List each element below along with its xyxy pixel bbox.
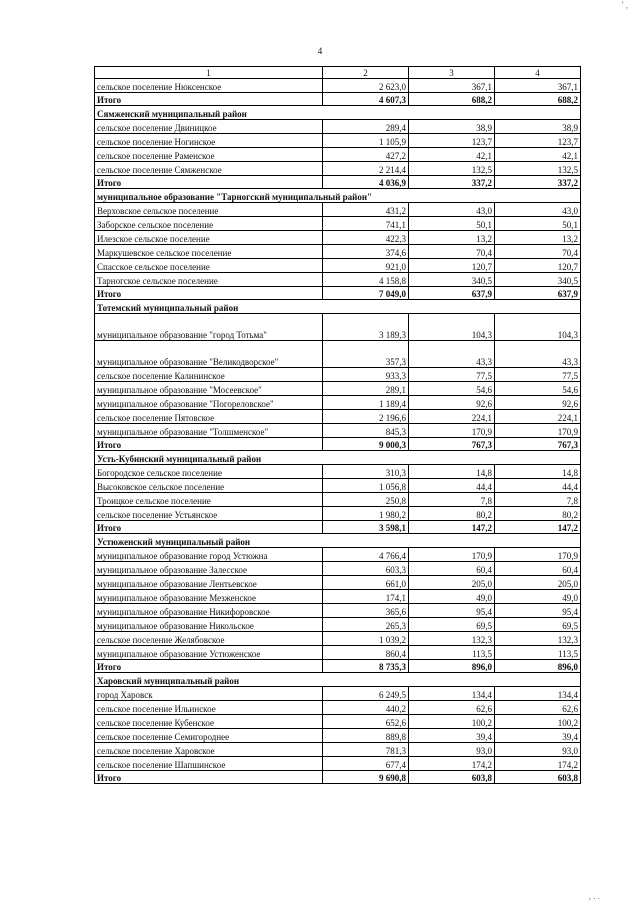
value-col3-cell: 113,5: [409, 646, 495, 660]
section-title: Харовский муниципальный район: [95, 673, 581, 687]
value-col2-cell: 422,3: [323, 231, 409, 245]
value-col4-cell: 77,5: [495, 368, 581, 382]
settlement-name-cell: сельское поселение Устьянское: [95, 507, 323, 521]
table-row: [95, 493, 581, 507]
total-row: [95, 287, 581, 300]
table-row: [95, 148, 581, 162]
table-row: [95, 217, 581, 231]
corner-mark-bottom: , . .: [588, 891, 600, 901]
table-row: [95, 715, 581, 729]
total-row: [95, 176, 581, 189]
value-col2-cell: 4 607,3: [323, 93, 409, 106]
value-col3-cell: 93,0: [409, 743, 495, 757]
value-col3-cell: 170,9: [409, 424, 495, 438]
value-col2-cell: 365,6: [323, 604, 409, 618]
value-col2-cell: 427,2: [323, 148, 409, 162]
value-col2-cell: 845,3: [323, 424, 409, 438]
value-col4-cell: 147,2: [495, 521, 581, 534]
value-col4-cell: 170,9: [495, 424, 581, 438]
settlement-name-cell: сельское поселение Шапшинское: [95, 757, 323, 771]
settlement-name-cell: Богородское сельское поселение: [95, 465, 323, 479]
settlement-name-cell: муниципальное образование Мезженское: [95, 590, 323, 604]
table-header-row: [95, 67, 581, 79]
settlement-name-cell: сельское поселение Пятовское: [95, 410, 323, 424]
value-col4-cell: 80,2: [495, 507, 581, 521]
settlement-name-cell: муниципальное образование Устюженское: [95, 646, 323, 660]
table-row: [95, 79, 581, 93]
value-col4-cell: 174,2: [495, 757, 581, 771]
section-title: Сямженский муниципальный район: [95, 106, 581, 120]
total-row: [95, 660, 581, 673]
table-row: [95, 632, 581, 646]
value-col3-cell: 637,9: [409, 287, 495, 300]
settlement-name-cell: Итого: [95, 771, 323, 784]
value-col4-cell: 100,2: [495, 715, 581, 729]
settlement-name-cell: Троицкое сельское поселение: [95, 493, 323, 507]
settlement-name-cell: муниципальное образование "город Тотьма": [95, 314, 323, 341]
settlement-name-cell: сельское поселение Калининское: [95, 368, 323, 382]
value-col4-cell: 49,0: [495, 590, 581, 604]
value-col2-cell: 741,1: [323, 217, 409, 231]
total-row: [95, 93, 581, 106]
settlement-name-cell: муниципальное образование Никифоровское: [95, 604, 323, 618]
total-row: [95, 521, 581, 534]
value-col3-cell: 104,3: [409, 314, 495, 341]
section-header-row: [95, 189, 581, 203]
column-header: 1: [95, 67, 323, 79]
value-col2-cell: 374,6: [323, 245, 409, 259]
settlement-name-cell: муниципальное образование Лентьевское: [95, 576, 323, 590]
settlement-name-cell: муниципальное образование "Погореловское": [95, 396, 323, 410]
value-col2-cell: 431,2: [323, 203, 409, 217]
table-row: [95, 162, 581, 176]
value-col2-cell: 7 049,0: [323, 287, 409, 300]
settlement-name-cell: муниципальное образование город Устюжна: [95, 548, 323, 562]
value-col3-cell: 80,2: [409, 507, 495, 521]
value-col4-cell: 7,8: [495, 493, 581, 507]
value-col4-cell: 637,9: [495, 287, 581, 300]
value-col3-cell: 767,3: [409, 438, 495, 451]
value-col3-cell: 49,0: [409, 590, 495, 604]
value-col4-cell: 603,8: [495, 771, 581, 784]
value-col2-cell: 357,3: [323, 341, 409, 368]
value-col2-cell: 2 196,6: [323, 410, 409, 424]
table-row: [95, 604, 581, 618]
settlement-name-cell: Итого: [95, 521, 323, 534]
settlement-name-cell: муниципальное образование "Мосеевское": [95, 382, 323, 396]
table-row: [95, 273, 581, 287]
section-title: Устюженский муниципальный район: [95, 534, 581, 548]
value-col3-cell: 147,2: [409, 521, 495, 534]
value-col3-cell: 132,3: [409, 632, 495, 646]
value-col2-cell: 889,8: [323, 729, 409, 743]
section-title: муниципальное образование "Тарногский муниципальный район": [95, 189, 581, 203]
value-col3-cell: 340,5: [409, 273, 495, 287]
value-col4-cell: 224,1: [495, 410, 581, 424]
settlement-name-cell: сельское поселение Раменское: [95, 148, 323, 162]
value-col3-cell: 174,2: [409, 757, 495, 771]
value-col2-cell: 4 036,9: [323, 176, 409, 189]
value-col4-cell: 43,3: [495, 341, 581, 368]
settlement-name-cell: сельское поселение Семигороднее: [95, 729, 323, 743]
value-col2-cell: 3 598,1: [323, 521, 409, 534]
value-col3-cell: 54,6: [409, 382, 495, 396]
value-col3-cell: 337,2: [409, 176, 495, 189]
settlement-name-cell: сельское поселение Сямженское: [95, 162, 323, 176]
table-row: [95, 424, 581, 438]
value-col3-cell: 77,5: [409, 368, 495, 382]
table-row: [95, 314, 581, 341]
value-col2-cell: 8 735,3: [323, 660, 409, 673]
value-col4-cell: 132,3: [495, 632, 581, 646]
total-row: [95, 438, 581, 451]
table-row: [95, 507, 581, 521]
value-col3-cell: 170,9: [409, 548, 495, 562]
value-col4-cell: 337,2: [495, 176, 581, 189]
value-col3-cell: 43,3: [409, 341, 495, 368]
value-col3-cell: 7,8: [409, 493, 495, 507]
value-col2-cell: 2 623,0: [323, 79, 409, 93]
section-title: Тотемский муниципальный район: [95, 300, 581, 314]
table-row: [95, 410, 581, 424]
settlement-name-cell: муниципальное образование "Толшменское": [95, 424, 323, 438]
value-col4-cell: 134,4: [495, 687, 581, 701]
settlement-name-cell: Итого: [95, 176, 323, 189]
value-col4-cell: 170,9: [495, 548, 581, 562]
value-col2-cell: 1 105,9: [323, 134, 409, 148]
value-col4-cell: 44,4: [495, 479, 581, 493]
value-col3-cell: 100,2: [409, 715, 495, 729]
value-col4-cell: 120,7: [495, 259, 581, 273]
settlement-name-cell: Итого: [95, 93, 323, 106]
table-row: [95, 646, 581, 660]
settlement-name-cell: Спасское сельское поселение: [95, 259, 323, 273]
value-col2-cell: 6 249,5: [323, 687, 409, 701]
settlement-name-cell: Заборское сельское поселение: [95, 217, 323, 231]
settlement-name-cell: сельское поселение Кубенское: [95, 715, 323, 729]
value-col4-cell: 13,2: [495, 231, 581, 245]
settlement-name-cell: муниципальное образование Залесское: [95, 562, 323, 576]
column-header: 3: [409, 67, 495, 79]
settlement-name-cell: сельское поселение Двиницкое: [95, 120, 323, 134]
table-row: [95, 687, 581, 701]
value-col3-cell: 896,0: [409, 660, 495, 673]
value-col3-cell: 134,4: [409, 687, 495, 701]
value-col2-cell: 652,6: [323, 715, 409, 729]
settlement-name-cell: город Харовск: [95, 687, 323, 701]
value-col2-cell: 174,1: [323, 590, 409, 604]
value-col3-cell: 603,8: [409, 771, 495, 784]
value-col3-cell: 224,1: [409, 410, 495, 424]
table-row: [95, 618, 581, 632]
value-col3-cell: 688,2: [409, 93, 495, 106]
corner-mark-top: ' ,: [621, 0, 628, 10]
value-col2-cell: 440,2: [323, 701, 409, 715]
value-col2-cell: 933,3: [323, 368, 409, 382]
settlement-name-cell: Итого: [95, 287, 323, 300]
value-col2-cell: 250,8: [323, 493, 409, 507]
value-col4-cell: 50,1: [495, 217, 581, 231]
page-number: 4: [317, 46, 323, 56]
value-col2-cell: 4 766,4: [323, 548, 409, 562]
settlement-name-cell: сельское поселение Ногинское: [95, 134, 323, 148]
settlement-name-cell: Тарногское сельское поселение: [95, 273, 323, 287]
value-col4-cell: 14,8: [495, 465, 581, 479]
value-col4-cell: 205,0: [495, 576, 581, 590]
settlement-name-cell: Верховское сельское поселение: [95, 203, 323, 217]
settlement-name-cell: муниципальное образование Никольское: [95, 618, 323, 632]
value-col4-cell: 92,6: [495, 396, 581, 410]
value-col3-cell: 95,4: [409, 604, 495, 618]
table-row: [95, 701, 581, 715]
settlement-name-cell: Маркушевское сельское поселение: [95, 245, 323, 259]
value-col2-cell: 289,1: [323, 382, 409, 396]
table-row: [95, 562, 581, 576]
section-header-row: [95, 534, 581, 548]
settlement-name-cell: муниципальное образование "Великодворское": [95, 341, 323, 368]
value-col2-cell: 9 000,3: [323, 438, 409, 451]
value-col2-cell: 310,3: [323, 465, 409, 479]
settlement-name-cell: Высоковское сельское поселение: [95, 479, 323, 493]
value-col4-cell: 896,0: [495, 660, 581, 673]
value-col3-cell: 42,1: [409, 148, 495, 162]
value-col4-cell: 93,0: [495, 743, 581, 757]
value-col3-cell: 44,4: [409, 479, 495, 493]
table-row: [95, 203, 581, 217]
value-col4-cell: 113,5: [495, 646, 581, 660]
settlement-name-cell: Итого: [95, 660, 323, 673]
table-row: [95, 548, 581, 562]
value-col2-cell: 289,4: [323, 120, 409, 134]
value-col4-cell: 340,5: [495, 273, 581, 287]
value-col3-cell: 205,0: [409, 576, 495, 590]
value-col3-cell: 92,6: [409, 396, 495, 410]
value-col2-cell: 9 690,8: [323, 771, 409, 784]
table-row: [95, 382, 581, 396]
value-col4-cell: 95,4: [495, 604, 581, 618]
section-header-row: [95, 300, 581, 314]
value-col3-cell: 43,0: [409, 203, 495, 217]
section-header-row: [95, 451, 581, 465]
value-col3-cell: 132,5: [409, 162, 495, 176]
value-col3-cell: 70,4: [409, 245, 495, 259]
table-row: [95, 259, 581, 273]
table-row: [95, 231, 581, 245]
value-col2-cell: 1 189,4: [323, 396, 409, 410]
value-col4-cell: 104,3: [495, 314, 581, 341]
table-row: [95, 479, 581, 493]
table-row: [95, 576, 581, 590]
settlement-name-cell: сельское поселение Нюксенское: [95, 79, 323, 93]
value-col4-cell: 70,4: [495, 245, 581, 259]
settlement-name-cell: Итого: [95, 438, 323, 451]
table-row: [95, 757, 581, 771]
value-col2-cell: 1 056,8: [323, 479, 409, 493]
value-col3-cell: 367,1: [409, 79, 495, 93]
settlement-name-cell: сельское поселение Ильинское: [95, 701, 323, 715]
settlement-name-cell: сельское поселение Желябовское: [95, 632, 323, 646]
value-col4-cell: 54,6: [495, 382, 581, 396]
value-col3-cell: 123,7: [409, 134, 495, 148]
value-col2-cell: 4 158,8: [323, 273, 409, 287]
value-col3-cell: 13,2: [409, 231, 495, 245]
table-row: [95, 743, 581, 757]
table-row: [95, 134, 581, 148]
value-col2-cell: 2 214,4: [323, 162, 409, 176]
section-title: Усть-Кубинский муниципальный район: [95, 451, 581, 465]
column-header: 4: [495, 67, 581, 79]
value-col2-cell: 677,4: [323, 757, 409, 771]
table-row: [95, 590, 581, 604]
value-col2-cell: 3 189,3: [323, 314, 409, 341]
value-col4-cell: 42,1: [495, 148, 581, 162]
data-table: [94, 66, 581, 784]
value-col2-cell: 921,0: [323, 259, 409, 273]
value-col2-cell: 1 039,2: [323, 632, 409, 646]
value-col2-cell: 661,0: [323, 576, 409, 590]
table-row: [95, 465, 581, 479]
value-col3-cell: 39,4: [409, 729, 495, 743]
value-col4-cell: 38,9: [495, 120, 581, 134]
value-col3-cell: 60,4: [409, 562, 495, 576]
table-row: [95, 341, 581, 368]
value-col2-cell: 603,3: [323, 562, 409, 576]
value-col4-cell: 39,4: [495, 729, 581, 743]
table-row: [95, 120, 581, 134]
value-col3-cell: 62,6: [409, 701, 495, 715]
value-col4-cell: 123,7: [495, 134, 581, 148]
table-row: [95, 729, 581, 743]
value-col4-cell: 367,1: [495, 79, 581, 93]
value-col4-cell: 688,2: [495, 93, 581, 106]
value-col3-cell: 14,8: [409, 465, 495, 479]
value-col2-cell: 1 980,2: [323, 507, 409, 521]
value-col4-cell: 69,5: [495, 618, 581, 632]
value-col3-cell: 120,7: [409, 259, 495, 273]
section-header-row: [95, 106, 581, 120]
value-col4-cell: 43,0: [495, 203, 581, 217]
value-col3-cell: 50,1: [409, 217, 495, 231]
settlement-name-cell: Илезское сельское поселение: [95, 231, 323, 245]
value-col4-cell: 767,3: [495, 438, 581, 451]
settlement-name-cell: сельское поселение Харовское: [95, 743, 323, 757]
total-row: [95, 771, 581, 784]
value-col3-cell: 38,9: [409, 120, 495, 134]
value-col4-cell: 62,6: [495, 701, 581, 715]
value-col3-cell: 69,5: [409, 618, 495, 632]
value-col2-cell: 265,3: [323, 618, 409, 632]
value-col2-cell: 781,3: [323, 743, 409, 757]
value-col4-cell: 60,4: [495, 562, 581, 576]
table-row: [95, 396, 581, 410]
column-header: 2: [323, 67, 409, 79]
section-header-row: [95, 673, 581, 687]
value-col2-cell: 860,4: [323, 646, 409, 660]
value-col4-cell: 132,5: [495, 162, 581, 176]
table-row: [95, 245, 581, 259]
table-row: [95, 368, 581, 382]
